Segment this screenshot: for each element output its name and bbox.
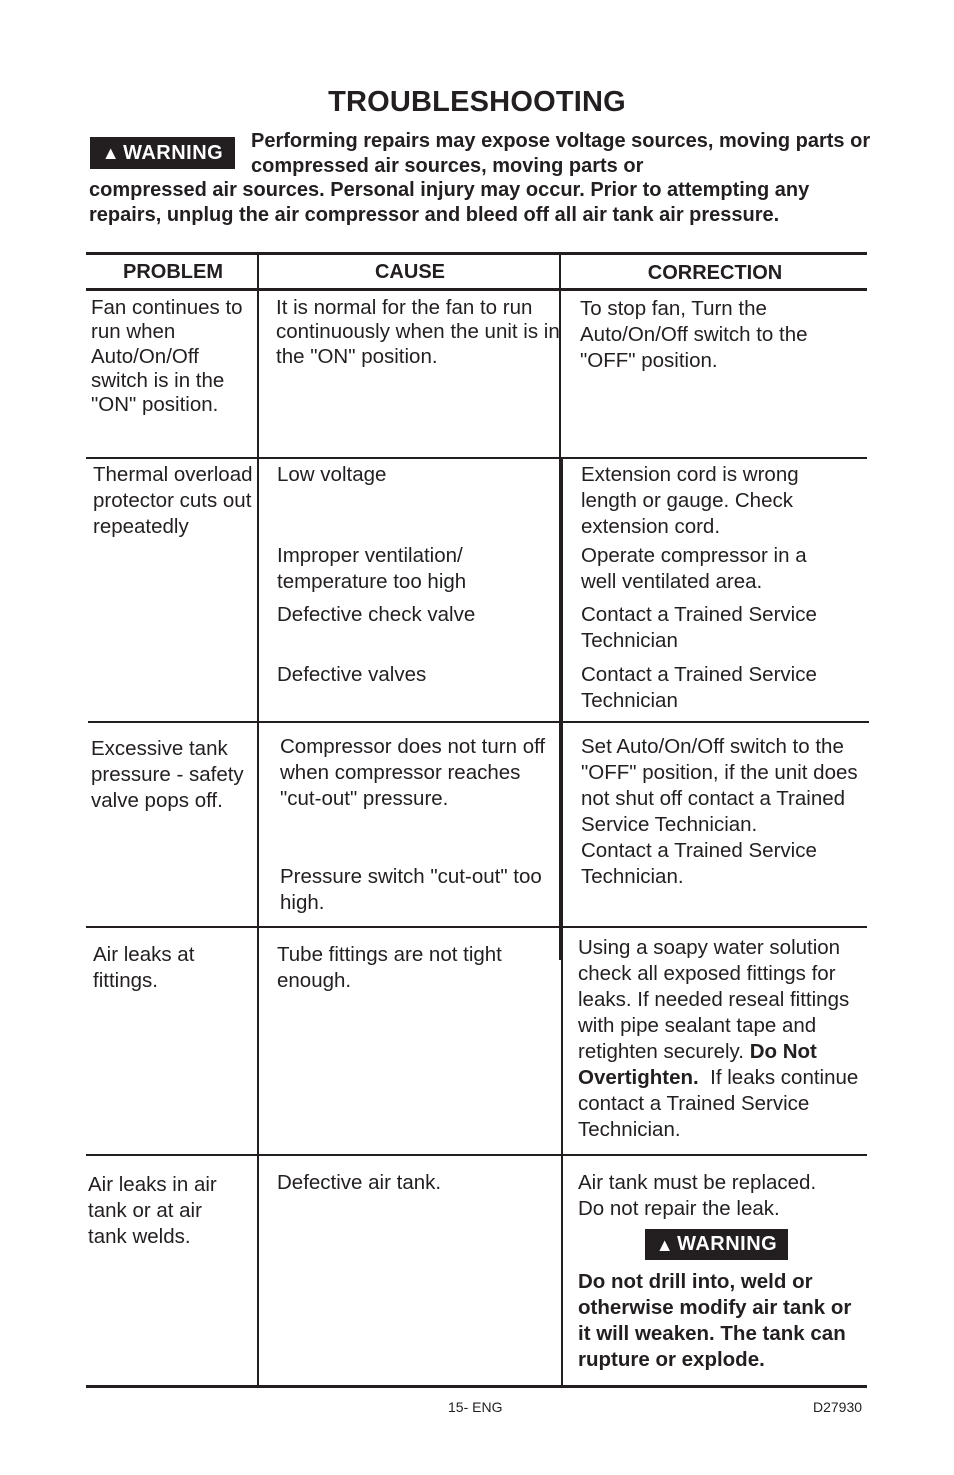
- doc-code: D27930: [813, 1399, 863, 1415]
- row5-cause: Defective air tank.: [277, 1171, 442, 1194]
- row2-correction-2: Operate compressor in a well ventilated area.: [581, 544, 807, 593]
- header-correction: CORRECTION: [647, 262, 783, 284]
- row2-cause-2: Improper ventilation/ temperature too high: [277, 544, 467, 593]
- row-divider: [86, 926, 867, 928]
- row3-problem: Excessive tank pressure - safety valve pops off.: [91, 737, 244, 812]
- row3-cause-1: Compressor does not turn off when compressor reaches "cut-out" pressure.: [280, 735, 546, 810]
- warning-triangle-icon: ▲: [655, 1234, 675, 1255]
- row2-cause-3: Defective check valve: [277, 603, 476, 626]
- table-bottom-rule: [86, 1385, 867, 1388]
- row1-cause: It is normal for the fan to run continuously when the unit is in the "ON" position.: [276, 296, 560, 368]
- row-divider: [86, 457, 867, 459]
- row4-correction-bold: Do Not Overtighten.: [578, 1040, 817, 1089]
- row3-cause-2: Pressure switch "cut-out" too high.: [280, 865, 542, 914]
- row4-correction-text: Using a soapy water solution check all exposed fittings for leaks. If needed reseal fittings with pipe sealant tape and retighten securely.: [578, 936, 850, 1063]
- row2-correction-1: Extension cord is wrong length or gauge. Check extension cord.: [581, 463, 799, 538]
- warning-badge-row5: [645, 1229, 788, 1260]
- column-divider: [561, 458, 563, 1387]
- warning-text-line1: Performing repairs may expose voltage sources, moving parts or compressed air sources, moving parts or: [251, 130, 871, 177]
- row2-correction-4: Contact a Trained Service Technician: [581, 663, 817, 712]
- header-bottom-rule: [86, 288, 867, 291]
- header-problem: PROBLEM: [123, 261, 223, 283]
- row4-correction: [578, 935, 866, 1143]
- row1-problem: Fan continues to run when Auto/On/Off switch is in the "ON" position.: [91, 296, 243, 417]
- row2-cause-1: Low voltage: [277, 463, 387, 486]
- row4-correction-followup: If leaks continue contact a Trained Service Technician.: [578, 1066, 859, 1141]
- column-divider: [257, 252, 259, 1387]
- row1-correction: To stop fan, Turn the Auto/On/Off switch to the "OFF" position.: [580, 297, 808, 372]
- row5-correction-warning: Do not drill into, weld or otherwise modify air tank or it will weaken. The tank can rupture or explode.: [578, 1270, 852, 1371]
- row5-correction-1: Air tank must be replaced. Do not repair the leak.: [578, 1171, 817, 1220]
- warning-text-rest: compressed air sources. Personal injury may occur. Prior to attempting any repairs, unplug the air compressor and bleed off all air tank air pressure.: [89, 179, 810, 226]
- page-title: TROUBLESHOOTING: [328, 86, 626, 118]
- header-cause: CAUSE: [374, 261, 445, 283]
- row3-correction-1: Set Auto/On/Off switch to the "OFF" position, if the unit does not shut off contact a Trained Service Technician.: [581, 735, 858, 836]
- row3-correction-2: Contact a Trained Service Technician.: [581, 839, 817, 888]
- row2-problem: Thermal overload protector cuts out repeatedly: [93, 463, 253, 538]
- row2-correction-3: Contact a Trained Service Technician: [581, 603, 817, 652]
- table-top-rule: [86, 252, 867, 255]
- row5-problem: Air leaks in air tank or at air tank welds.: [88, 1173, 217, 1248]
- row4-problem: Air leaks at fittings.: [93, 943, 195, 992]
- warning-badge-label: WARNING: [123, 141, 224, 164]
- warning-badge-label: WARNING: [677, 1233, 778, 1255]
- warning-triangle-icon: ▲: [101, 143, 121, 163]
- warning-badge: [90, 137, 235, 169]
- row-divider: [88, 721, 869, 723]
- row-divider: [86, 1154, 867, 1156]
- row2-cause-4: Defective valves: [277, 663, 427, 686]
- row4-cause: Tube fittings are not tight enough.: [277, 943, 502, 992]
- page-number: 15- ENG: [448, 1399, 503, 1415]
